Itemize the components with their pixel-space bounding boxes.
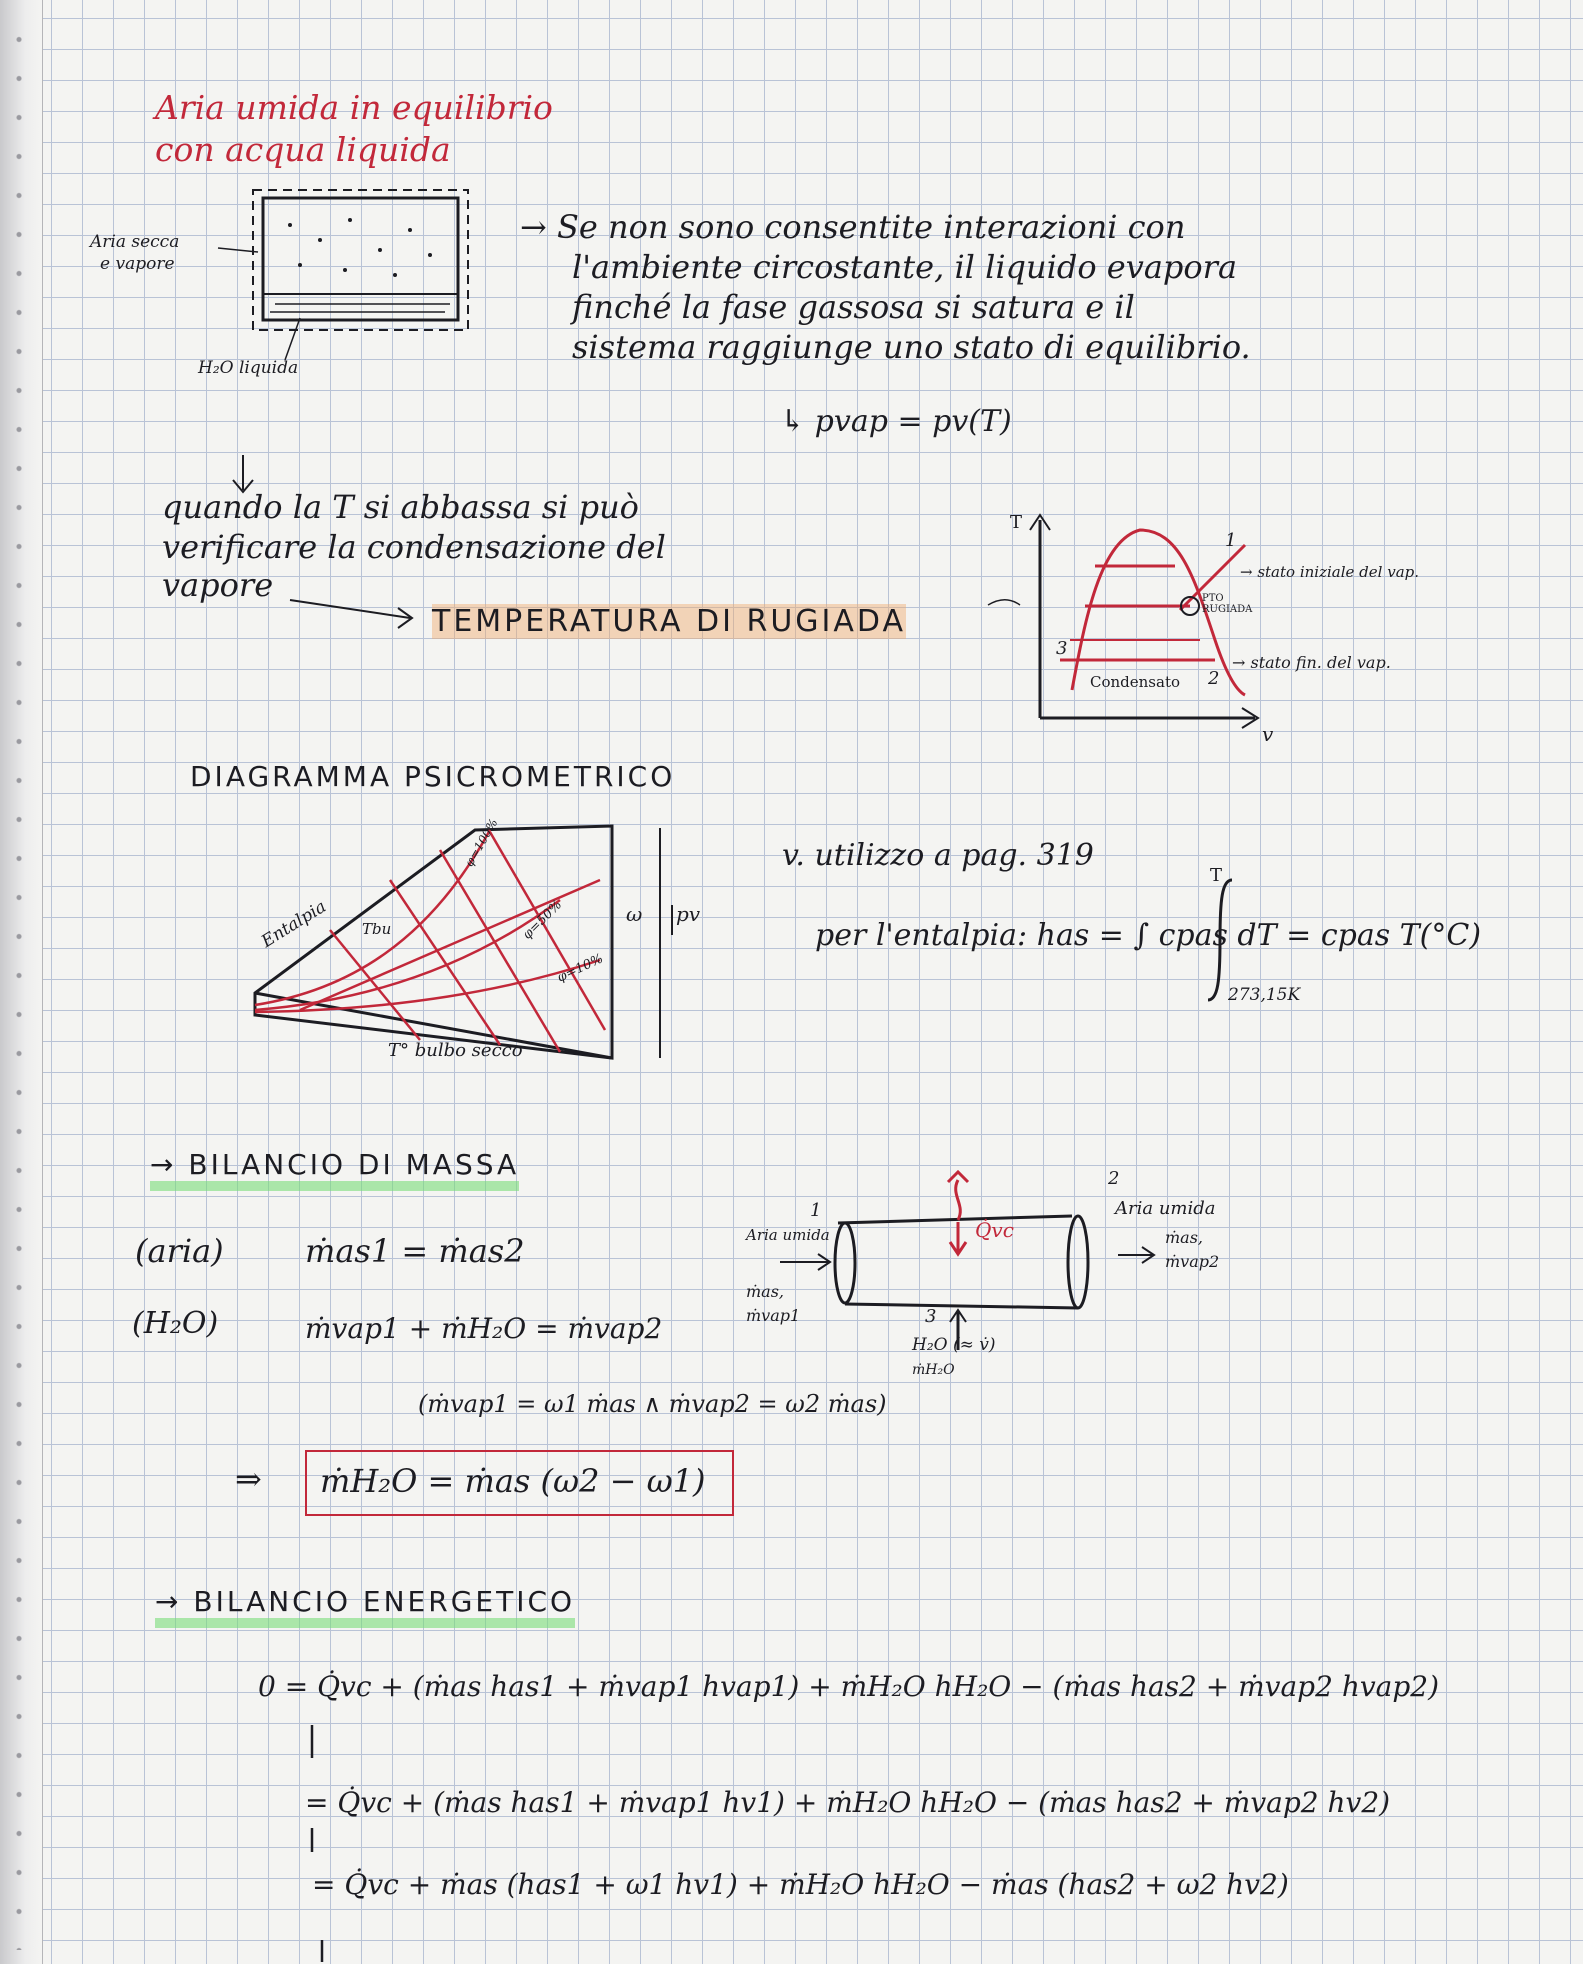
mass-eq-air: ṁas1 = ṁas2	[305, 1232, 525, 1270]
mass-result-arrow: ⇒	[235, 1460, 262, 1498]
dew-point-temperature: TEMPERATURA DI RUGIADA	[432, 604, 907, 639]
tv-point-1: 1	[1225, 530, 1237, 551]
heat-squiggle	[956, 1180, 961, 1220]
enthalpy-formula: per l'entalpia: has = ∫ cpas dT = cpas T(°C)	[815, 918, 1482, 953]
psychrometric-title: DIAGRAMMA PSICROMETRICO	[190, 760, 676, 793]
energy-eq-1: 0 = Q̇vc + (ṁas has1 + ṁvap1 hvap1) + ṁH₂O hH₂O − (ṁas has2 + ṁvap2 hvap2)	[258, 1670, 1440, 1703]
vapor-dots	[288, 218, 432, 277]
tv-point-3: 3	[1056, 638, 1068, 659]
duct-heat-label: Q̇vc	[975, 1218, 1014, 1242]
mass-balance-title: → BILANCIO DI MASSA	[150, 1148, 519, 1191]
utilization-note: v. utilizzo a pag. 319	[782, 838, 1094, 873]
formula-pvap: ↳ pvap = pv(T)	[780, 404, 1012, 439]
container-box	[263, 198, 458, 320]
duct-in-flow-vap: ṁvap1	[746, 1306, 801, 1325]
duct-outlet	[1068, 1216, 1088, 1308]
tv-point-2: 2	[1208, 668, 1220, 689]
water-pointer	[285, 318, 300, 360]
energy-eq-2: = Q̇vc + (ṁas has1 + ṁvap1 hv1) + ṁH₂O hH₂O − (ṁas has2 + ṁvap2 hv2)	[305, 1786, 1391, 1819]
duct-in-label: Aria umida	[746, 1226, 830, 1244]
duct-out-flow-vap: ṁvap2	[1165, 1252, 1220, 1271]
para1-line-4: sistema raggiunge uno stato di equilibrio.	[572, 328, 1251, 366]
para1-line-3: finché la fase gassosa si satura e il	[572, 288, 1135, 326]
tv-label-final-state: → stato fin. del vap.	[1232, 653, 1391, 672]
control-volume-dashed	[253, 190, 468, 330]
psychro-label-dry-bulb: T° bulbo secco	[388, 1040, 523, 1061]
energy-balance-title: → BILANCIO ENERGETICO	[155, 1585, 575, 1628]
duct-inlet	[835, 1223, 855, 1303]
psychro-label-omega: ω	[626, 902, 643, 926]
duct-top	[838, 1216, 1072, 1223]
mass-eq-water-label: (H₂O)	[132, 1306, 219, 1341]
duct-bottom	[845, 1304, 1078, 1308]
duct-water-label: H₂O (≈ v̇)	[912, 1335, 996, 1355]
duct-in-num: 1	[810, 1200, 822, 1221]
label-vapor: e vapore	[100, 254, 175, 274]
psychro-label-phi50: φ=50%	[520, 897, 566, 943]
para2-line-3: vapore	[162, 566, 274, 604]
title-line-2: con acqua liquida	[155, 130, 451, 169]
psychro-label-enthalpy: Entalpia	[258, 896, 330, 952]
duct-out-flow-as: ṁas,	[1165, 1228, 1204, 1247]
psychro-label-phi100: φ=100%	[462, 816, 501, 869]
duct-out-label: Aria umida	[1115, 1198, 1216, 1219]
duct-water-flow: ṁH₂O	[912, 1362, 955, 1378]
energy-eq-3: = Q̇vc + ṁas (has1 + ω1 hv1) + ṁH₂O hH₂O − ṁas (has2 + ω2 hv2)	[312, 1868, 1289, 1901]
duct-in-flow-as: ṁas,	[746, 1282, 785, 1301]
psychro-label-pv: pv	[676, 902, 701, 926]
psychro-label-tbu: Tbu	[362, 920, 392, 938]
integral-lower-limit: 273,15K	[1228, 985, 1301, 1005]
arrow-to-dew	[290, 600, 410, 618]
tv-label-dew-point: PTO RUGIADA	[1202, 593, 1253, 615]
mass-eq-water: ṁvap1 + ṁH₂O = ṁvap2	[305, 1312, 663, 1345]
title-line-1: Aria umida in equilibrio	[155, 88, 553, 127]
label-dry-air: Aria secca	[90, 232, 180, 252]
duct-water-num: 3	[925, 1306, 937, 1327]
para2-line-1: quando la T si abbassa si può	[162, 488, 639, 526]
para1-line-1: → Se non sono consentite interazioni con	[520, 208, 1186, 246]
psychro-label-phi10: φ=10%	[555, 951, 606, 986]
mass-result: ṁH₂O = ṁas (ω2 − ω1)	[320, 1462, 706, 1500]
integral-upper-limit: T	[1210, 865, 1223, 886]
para1-line-2: l'ambiente circostante, il liquido evapora	[572, 248, 1238, 286]
para2-line-2: verificare la condensazione del	[162, 528, 666, 566]
psychro-frame	[255, 826, 612, 1058]
mass-eq-air-label: (aria)	[135, 1232, 224, 1270]
tv-label-initial-state: → stato iniziale del vap.	[1240, 563, 1420, 581]
duct-out-num: 2	[1108, 1168, 1120, 1189]
tv-label-condensate: Condensato	[1090, 673, 1181, 691]
mass-eq-omega: (ṁvap1 = ω1 ṁas ∧ ṁvap2 = ω2 ṁas)	[418, 1390, 887, 1418]
label-liquid-water: H₂O liquida	[198, 358, 299, 378]
tv-axis-t-label: T	[1010, 512, 1023, 533]
tv-axis-v-label: v	[1262, 722, 1274, 746]
